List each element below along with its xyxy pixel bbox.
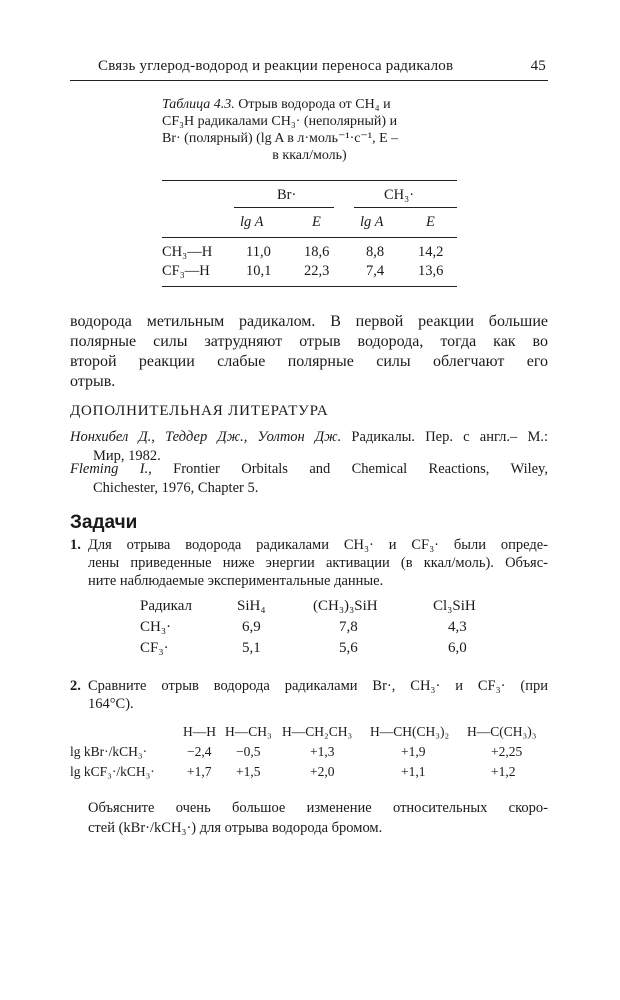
column-header: lg A: [240, 214, 264, 230]
problems-heading: Задачи: [70, 512, 138, 533]
question-text: стей (kBr·/kCH₃·) для отрыва водорода бромом.: [88, 820, 383, 836]
table-cell: 8,8: [366, 244, 385, 260]
table-cell: +2,0: [310, 764, 335, 779]
caption-text-4: в ккал/моль): [272, 148, 347, 163]
column-header: H—CH₃: [225, 724, 272, 739]
ref-authors: Fleming I.,: [70, 461, 152, 477]
table-cell: +2,25: [491, 744, 523, 759]
paragraph-line: второй реакции слабые полярные силы облегчают его: [70, 353, 548, 370]
column-header: H—CH(CH₃)₂: [370, 724, 450, 739]
table-cell: +1,9: [401, 744, 426, 759]
table-bottom-rule: [162, 286, 457, 287]
ref-publisher: Chichester, 1976, Chapter 5.: [93, 480, 259, 496]
group-rule: [354, 207, 457, 208]
column-header: SiH₄: [237, 598, 266, 614]
column-header: E: [426, 214, 435, 230]
problem-2-table: [70, 724, 548, 784]
table-cell: 10,1: [246, 263, 272, 279]
ref-title: Frontier Orbitals and Chemical Reactions, Wiley,: [151, 461, 548, 477]
table-caption: [162, 96, 457, 164]
group-rule: [234, 207, 334, 208]
problem-text: лены приведенные ниже энергии активации (в ккал/моль). Объяс-: [88, 555, 548, 571]
caption-text-2: CF₃H радикалами CH₃· (неполярный) и: [162, 114, 398, 129]
table-cell: +1,1: [401, 764, 426, 779]
table-cell: +1,3: [310, 744, 335, 759]
table-cell: −0,5: [236, 744, 261, 759]
problem-text: ните наблюдаемые экспериментальные данные.: [88, 573, 384, 589]
column-header: E: [312, 214, 321, 230]
question-text: Объясните очень большое изменение относительных скоро-: [88, 800, 548, 816]
caption-label: Таблица 4.3.: [162, 97, 235, 112]
table-cell: +1,2: [491, 764, 516, 779]
column-header: lg A: [360, 214, 384, 230]
problem-text: Сравните отрыв водорода радикалами Br·, CH₃· и CF₃· (при: [88, 678, 548, 694]
column-header: H—CH₂CH₃: [282, 724, 353, 739]
row-label: lg kBr·/kCH₃·: [70, 744, 148, 759]
row-label: CH₃·: [140, 619, 172, 635]
table-cell: −2,4: [187, 744, 212, 759]
table-cell: 4,3: [448, 619, 467, 635]
table-cell: 7,4: [366, 263, 385, 279]
column-header: Cl₃SiH: [433, 598, 476, 614]
column-header: H—H: [183, 724, 216, 739]
table-cell: 6,0: [448, 640, 467, 656]
row-label: CF₃—H: [162, 263, 210, 279]
column-header: (CH₃)₃SiH: [313, 598, 378, 614]
group-header: Br·: [277, 187, 297, 203]
table-top-rule: [162, 180, 457, 181]
running-head-title: Связь углерод-водород и реакции переноса радикалов: [98, 58, 454, 74]
header-bottom-rule: [162, 237, 457, 238]
table-cell: 11,0: [246, 244, 271, 260]
table-cell: +1,7: [187, 764, 212, 779]
caption-text-3: Br· (полярный) (lg A в л·моль⁻¹·с⁻¹, E –: [162, 131, 399, 146]
paragraph-line: отрыв.: [70, 373, 116, 390]
paragraph-line: полярные силы затрудняют отрыв водорода, тогда как во: [70, 333, 548, 350]
problem-1: [70, 536, 548, 590]
table-cell: 5,1: [242, 640, 261, 656]
row-label: lg kCF₃·/kCH₃·: [70, 764, 155, 779]
problem-2: [70, 677, 548, 713]
row-label: CF₃·: [140, 640, 169, 656]
ref-authors: Нонхибел Д., Теддер Дж., Уолтон Дж.: [70, 429, 342, 445]
table-cell: 5,6: [339, 640, 358, 656]
group-header: CH₃·: [384, 187, 415, 203]
row-label: CH₃—H: [162, 244, 213, 260]
problem-text: 164°C).: [88, 696, 134, 712]
table-cell: 18,6: [304, 244, 330, 260]
table-cell: 22,3: [304, 263, 330, 279]
data-table-4-3: [162, 178, 457, 288]
column-header: Радикал: [140, 598, 192, 614]
body-paragraph: [70, 312, 548, 392]
page-number: 45: [530, 58, 546, 74]
caption-text-1: Отрыв водорода от CH₄ и: [234, 97, 391, 112]
table-cell: 14,2: [418, 244, 444, 260]
table-cell: +1,5: [236, 764, 261, 779]
column-header: H—C(CH₃)₃: [467, 724, 537, 739]
ref-publisher: Мир, 1982.: [93, 448, 161, 464]
problem-number: 2.: [70, 678, 81, 694]
reference-2: [70, 460, 548, 498]
paragraph-line: водорода метильным радикалом. В первой реакции большие: [70, 313, 548, 330]
problem-1-table: [130, 598, 490, 660]
closing-question: [88, 798, 548, 838]
table-cell: 13,6: [418, 263, 444, 279]
literature-heading: ДОПОЛНИТЕЛЬНАЯ ЛИТЕРАТУРА: [70, 403, 329, 419]
table-cell: 7,8: [339, 619, 358, 635]
table-cell: 6,9: [242, 619, 261, 635]
ref-title: Радикалы. Пер. с англ.– М.:: [341, 429, 548, 445]
problem-number: 1.: [70, 537, 81, 553]
header-rule: [70, 80, 548, 81]
problem-text: Для отрыва водорода радикалами CH₃· и CF₃· были опреде-: [88, 537, 548, 553]
